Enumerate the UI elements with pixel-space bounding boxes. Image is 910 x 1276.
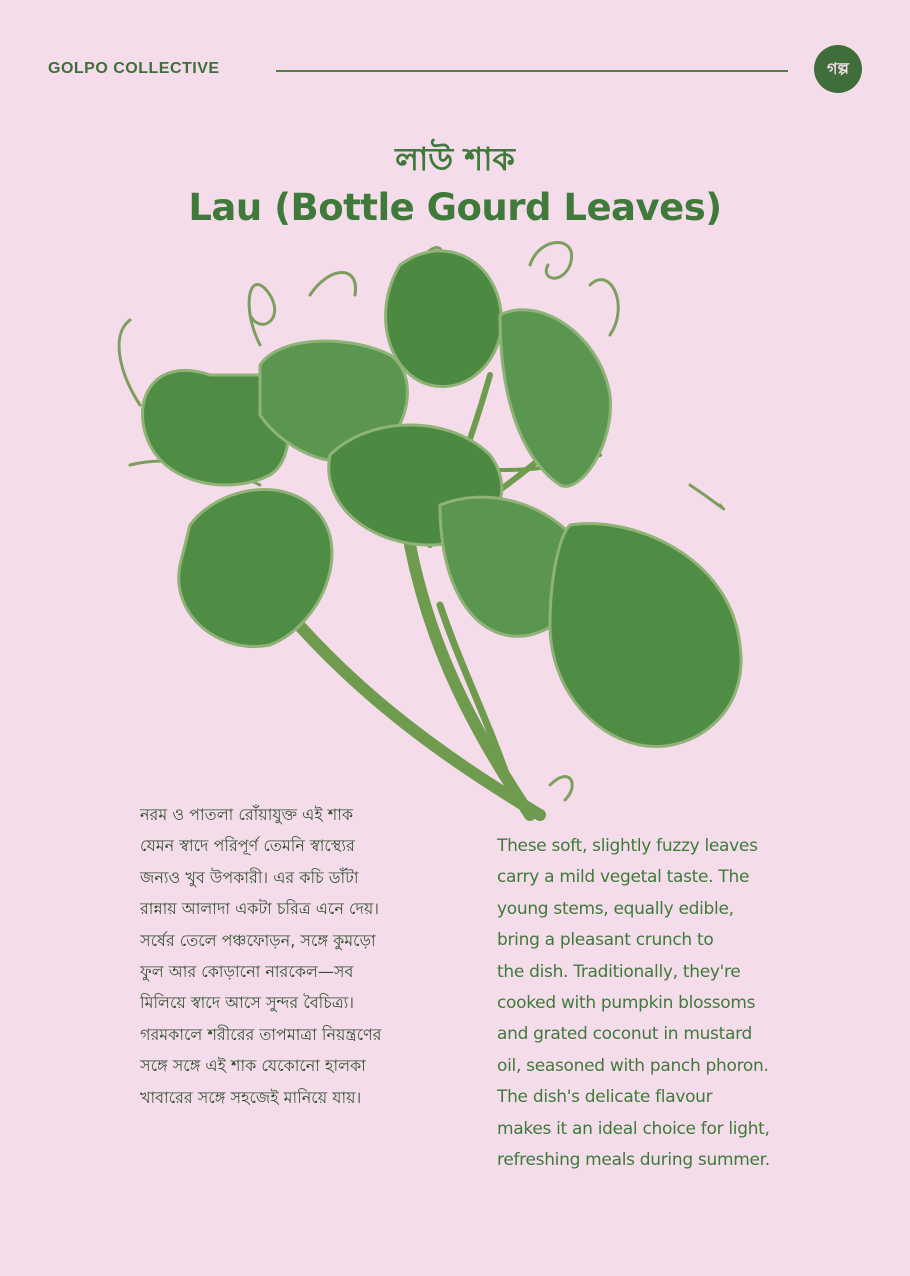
bengali-line: খাবারের সঙ্গে সহজেই মানিয়ে যায়। xyxy=(140,1087,362,1107)
header-divider xyxy=(276,70,788,72)
english-line: young stems, equally edible, xyxy=(497,898,734,919)
english-line: carry a mild vegetal taste. The xyxy=(497,867,750,888)
english-line: refreshing meals during summer. xyxy=(497,1150,770,1171)
bengali-line: যেমন স্বাদে পরিপূর্ণ তেমনি স্বাস্থ্যের xyxy=(140,836,355,856)
bengali-line: সর্ষের তেলে পঞ্চফোড়ন, সঙ্গে কুমড়ো xyxy=(140,930,376,950)
english-line: oil, seasoned with panch phoron. xyxy=(497,1055,769,1076)
bengali-line: নরম ও পাতলা রোঁয়াযুক্ত এই শাক xyxy=(140,805,354,824)
description-bengali xyxy=(140,799,440,1113)
brand-logo: গল্প xyxy=(814,45,862,93)
english-line: These soft, slightly fuzzy leaves xyxy=(497,836,758,856)
title-bengali: লাউ শাক xyxy=(395,140,515,178)
bengali-line: সঙ্গে সঙ্গে এই শাক যেকোনো হালকা xyxy=(140,1056,366,1076)
english-line: and grated coconut in mustard xyxy=(497,1024,752,1045)
bengali-line: রান্নায় আলাদা একটা চরিত্র এনে দেয়। xyxy=(140,899,380,919)
english-line: The dish's delicate flavour xyxy=(497,1087,713,1108)
english-line: the dish. Traditionally, they're xyxy=(497,961,741,982)
description-english xyxy=(497,831,797,1176)
english-line: cooked with pumpkin blossoms xyxy=(497,993,756,1014)
bottle-gourd-leaves-illustration xyxy=(110,225,750,825)
bengali-line: গরমকালে শরীরের তাপমাত্রা নিয়ন্ত্রণের xyxy=(140,1024,382,1044)
brand-name: GOLPO COLLECTIVE xyxy=(48,60,220,77)
english-line: makes it an ideal choice for light, xyxy=(497,1118,770,1139)
bengali-line: ফুল আর কোড়ানো নারকেল—সব xyxy=(140,962,354,982)
title-english: Lau (Bottle Gourd Leaves) xyxy=(188,186,722,229)
leaves xyxy=(143,251,742,747)
bengali-line: জন্যও খুব উপকারী। এর কচি ডাঁটা xyxy=(140,867,359,887)
bengali-line: মিলিয়ে স্বাদে আসে সুন্দর বৈচিত্র্য। xyxy=(140,993,354,1013)
english-line: bring a pleasant crunch to xyxy=(497,930,714,951)
